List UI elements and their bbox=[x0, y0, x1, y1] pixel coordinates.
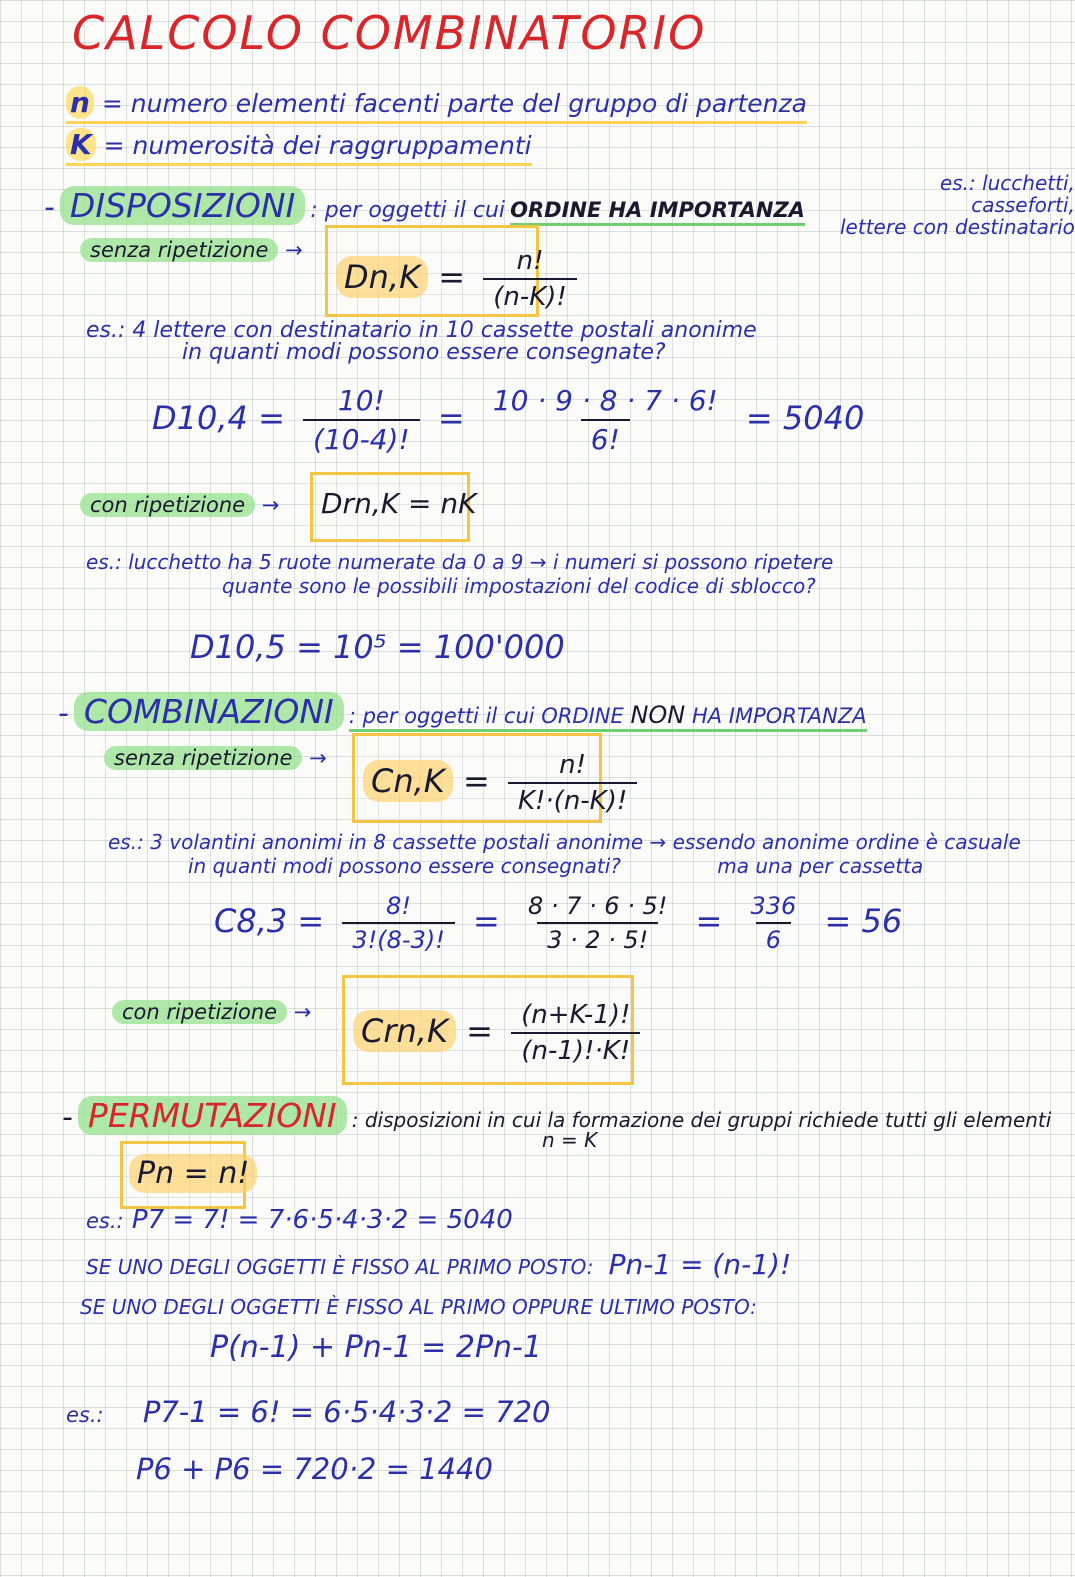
perm-es2-calc2: P6 + P6 = 720·2 = 1440 bbox=[136, 1452, 493, 1486]
disposizioni-desc-emph: ORDINE HA IMPORTANZA bbox=[510, 198, 805, 226]
numerator: (n+K-1)! bbox=[521, 1000, 631, 1030]
es-line: in quanti modi possono essere consegnate? bbox=[182, 340, 666, 365]
denominator: K!·(n-K)! bbox=[508, 782, 637, 816]
disp-con-label: con ripetizione bbox=[80, 493, 255, 517]
disp-senza-label: senza ripetizione bbox=[80, 238, 278, 262]
definition-k-text: = numerosità dei raggruppamenti bbox=[103, 131, 532, 160]
symbol-n: n bbox=[66, 86, 94, 119]
numerator: 10 · 9 · 8 · 7 · 6! bbox=[492, 384, 718, 417]
desc-text: HA IMPORTANZA bbox=[691, 704, 867, 728]
numerator: 8! bbox=[386, 892, 412, 920]
disposizioni-heading-row bbox=[44, 186, 805, 225]
result: = 56 bbox=[824, 902, 903, 940]
permutazioni-heading: PERMUTAZIONI bbox=[78, 1096, 347, 1135]
disp-con-formula: Drn,K = nK bbox=[321, 487, 477, 520]
numerator: n! bbox=[516, 246, 544, 276]
disp-con-row bbox=[80, 493, 279, 517]
definition-n bbox=[66, 86, 807, 124]
equals: = bbox=[437, 399, 465, 437]
disp-es1-text bbox=[86, 320, 757, 364]
perm-formula-text: Pn = n! bbox=[129, 1154, 257, 1193]
numerator: 8 · 7 · 6 · 5! bbox=[527, 892, 668, 920]
equals: = bbox=[438, 258, 466, 296]
comb-es1-text bbox=[108, 830, 1021, 878]
comb-con-symbol: Crn,K bbox=[353, 1010, 456, 1052]
disp-es2-text bbox=[86, 550, 833, 598]
denominator: 6! bbox=[581, 419, 630, 456]
equals: = bbox=[473, 902, 500, 940]
es-line: 4 lettere con destinatario in 10 cassette postali anonime bbox=[132, 318, 757, 343]
permutazioni-desc: : disposizioni in cui la formazione dei gruppi richiede tutti gli elementi bbox=[351, 1108, 1052, 1132]
bullet-dash: - bbox=[62, 1100, 73, 1135]
comb-es1-calc bbox=[214, 892, 902, 954]
arrow-icon: → bbox=[309, 746, 327, 770]
combinazioni-desc bbox=[348, 701, 867, 732]
lhs: D10,4 = bbox=[152, 399, 285, 437]
bullet-dash: - bbox=[44, 190, 55, 225]
perm-rule1-row bbox=[86, 1248, 791, 1281]
numerator: n! bbox=[559, 750, 587, 780]
equals: = bbox=[695, 902, 723, 940]
arrow-icon: → bbox=[293, 1000, 312, 1024]
denominator: 3 · 2 · 5! bbox=[537, 922, 658, 954]
perm-es1-row bbox=[86, 1205, 513, 1235]
numerator: 10! bbox=[337, 384, 385, 417]
comb-con-formula-box bbox=[342, 975, 634, 1085]
symbol-k: K bbox=[66, 128, 96, 161]
disp-senza-formula-box bbox=[325, 225, 567, 317]
comb-senza-fraction bbox=[508, 750, 637, 816]
comb-con-formula bbox=[353, 1000, 648, 1066]
disp-senza-row bbox=[80, 238, 303, 262]
perm-es2-row bbox=[66, 1395, 550, 1429]
comb-senza-label: senza ripetizione bbox=[104, 746, 302, 770]
rule-formula: Pn-1 = (n-1)! bbox=[608, 1248, 792, 1281]
es-label: es.: bbox=[108, 830, 144, 854]
result: = 5040 bbox=[745, 399, 865, 437]
disp-senza-formula bbox=[336, 246, 585, 312]
fraction bbox=[518, 892, 677, 954]
combinazioni-heading: COMBINAZIONI bbox=[74, 692, 344, 731]
lhs: C8,3 = bbox=[214, 902, 325, 940]
perm-es1-calc: P7 = 7! = 7·6·5·4·3·2 = 5040 bbox=[131, 1205, 513, 1235]
denominator: (10-4)! bbox=[303, 419, 420, 456]
fraction bbox=[741, 892, 807, 954]
bullet-dash: - bbox=[58, 696, 69, 731]
permutazioni-desc-sub: n = K bbox=[542, 1128, 598, 1152]
equals: = bbox=[466, 1012, 493, 1050]
perm-rule2-formula: P(n-1) + Pn-1 = 2Pn-1 bbox=[210, 1330, 542, 1365]
comb-con-label: con ripetizione bbox=[112, 1000, 287, 1024]
page-title: CALCOLO COMBINATORIO bbox=[72, 6, 707, 60]
side-note-line: es.: lucchetti, bbox=[939, 171, 1075, 195]
es-line: lucchetto ha 5 ruote numerate da 0 a 9 → i numeri si possono ripetere bbox=[128, 550, 834, 574]
es-label: es.: bbox=[66, 1403, 104, 1427]
comb-senza-row bbox=[104, 746, 327, 770]
arrow-icon: → bbox=[261, 493, 280, 517]
comb-senza-formula bbox=[363, 750, 645, 816]
rule-text: SE UNO DEGLI OGGETTI È FISSO AL PRIMO POSTO: bbox=[86, 1255, 594, 1279]
es-line: quante sono le possibili impostazioni del codice di sblocco? bbox=[222, 574, 816, 598]
definition-n-text: = numero elementi facenti parte del gruppo di partenza bbox=[101, 89, 807, 118]
disp-con-formula-box bbox=[310, 472, 477, 542]
denominator: 6 bbox=[756, 922, 791, 954]
comb-con-fraction bbox=[511, 1000, 640, 1066]
equals: = bbox=[462, 762, 490, 800]
es-line: in quanti modi possono essere consegnati? bbox=[188, 854, 621, 878]
comb-senza-formula-box bbox=[352, 733, 628, 823]
desc-text: : per oggetti il cui ORDINE bbox=[348, 704, 624, 728]
fraction bbox=[303, 384, 420, 456]
side-note-line: casseforti, bbox=[971, 193, 1075, 217]
perm-formula-box bbox=[120, 1141, 250, 1209]
disp-symbol: Dn,K bbox=[336, 256, 428, 298]
perm-formula bbox=[129, 1154, 257, 1193]
desc-emph: NON bbox=[630, 701, 686, 729]
comb-con-row bbox=[112, 1000, 311, 1024]
disposizioni-desc: : per oggetti il cui bbox=[310, 198, 506, 223]
fraction bbox=[483, 384, 728, 456]
disposizioni-side-note bbox=[840, 172, 1075, 238]
denominator: (n-1)!·K! bbox=[511, 1032, 640, 1066]
fraction bbox=[342, 892, 454, 954]
perm-es2-calc1: P7-1 = 6! = 6·5·4·3·2 = 720 bbox=[142, 1395, 551, 1429]
disp-es2-calc: D10,5 = 10⁵ = 100'000 bbox=[190, 628, 565, 666]
denominator: (n-K)! bbox=[483, 278, 577, 312]
disp-senza-fraction bbox=[483, 246, 577, 312]
es-line: ma una per cassetta bbox=[717, 854, 924, 878]
disposizioni-heading: DISPOSIZIONI bbox=[60, 186, 305, 225]
perm-rule2-text: SE UNO DEGLI OGGETTI È FISSO AL PRIMO OPPURE ULTIMO POSTO: bbox=[80, 1295, 757, 1319]
es-label: es.: bbox=[86, 318, 126, 343]
disp-es1-calc bbox=[152, 384, 864, 456]
es-label: es.: bbox=[86, 1209, 124, 1233]
comb-symbol: Cn,K bbox=[363, 760, 453, 802]
numerator: 336 bbox=[750, 892, 797, 920]
definition-k bbox=[66, 128, 532, 166]
denominator: 3!(8-3)! bbox=[342, 922, 454, 954]
arrow-icon: → bbox=[285, 238, 303, 262]
es-line: 3 volantini anonimi in 8 cassette postali anonime → essendo anonime ordine è casuale bbox=[150, 830, 1021, 854]
es-label: es.: bbox=[86, 550, 122, 574]
combinazioni-heading-row bbox=[58, 692, 867, 731]
side-note-line: lettere con destinatario bbox=[840, 215, 1075, 239]
